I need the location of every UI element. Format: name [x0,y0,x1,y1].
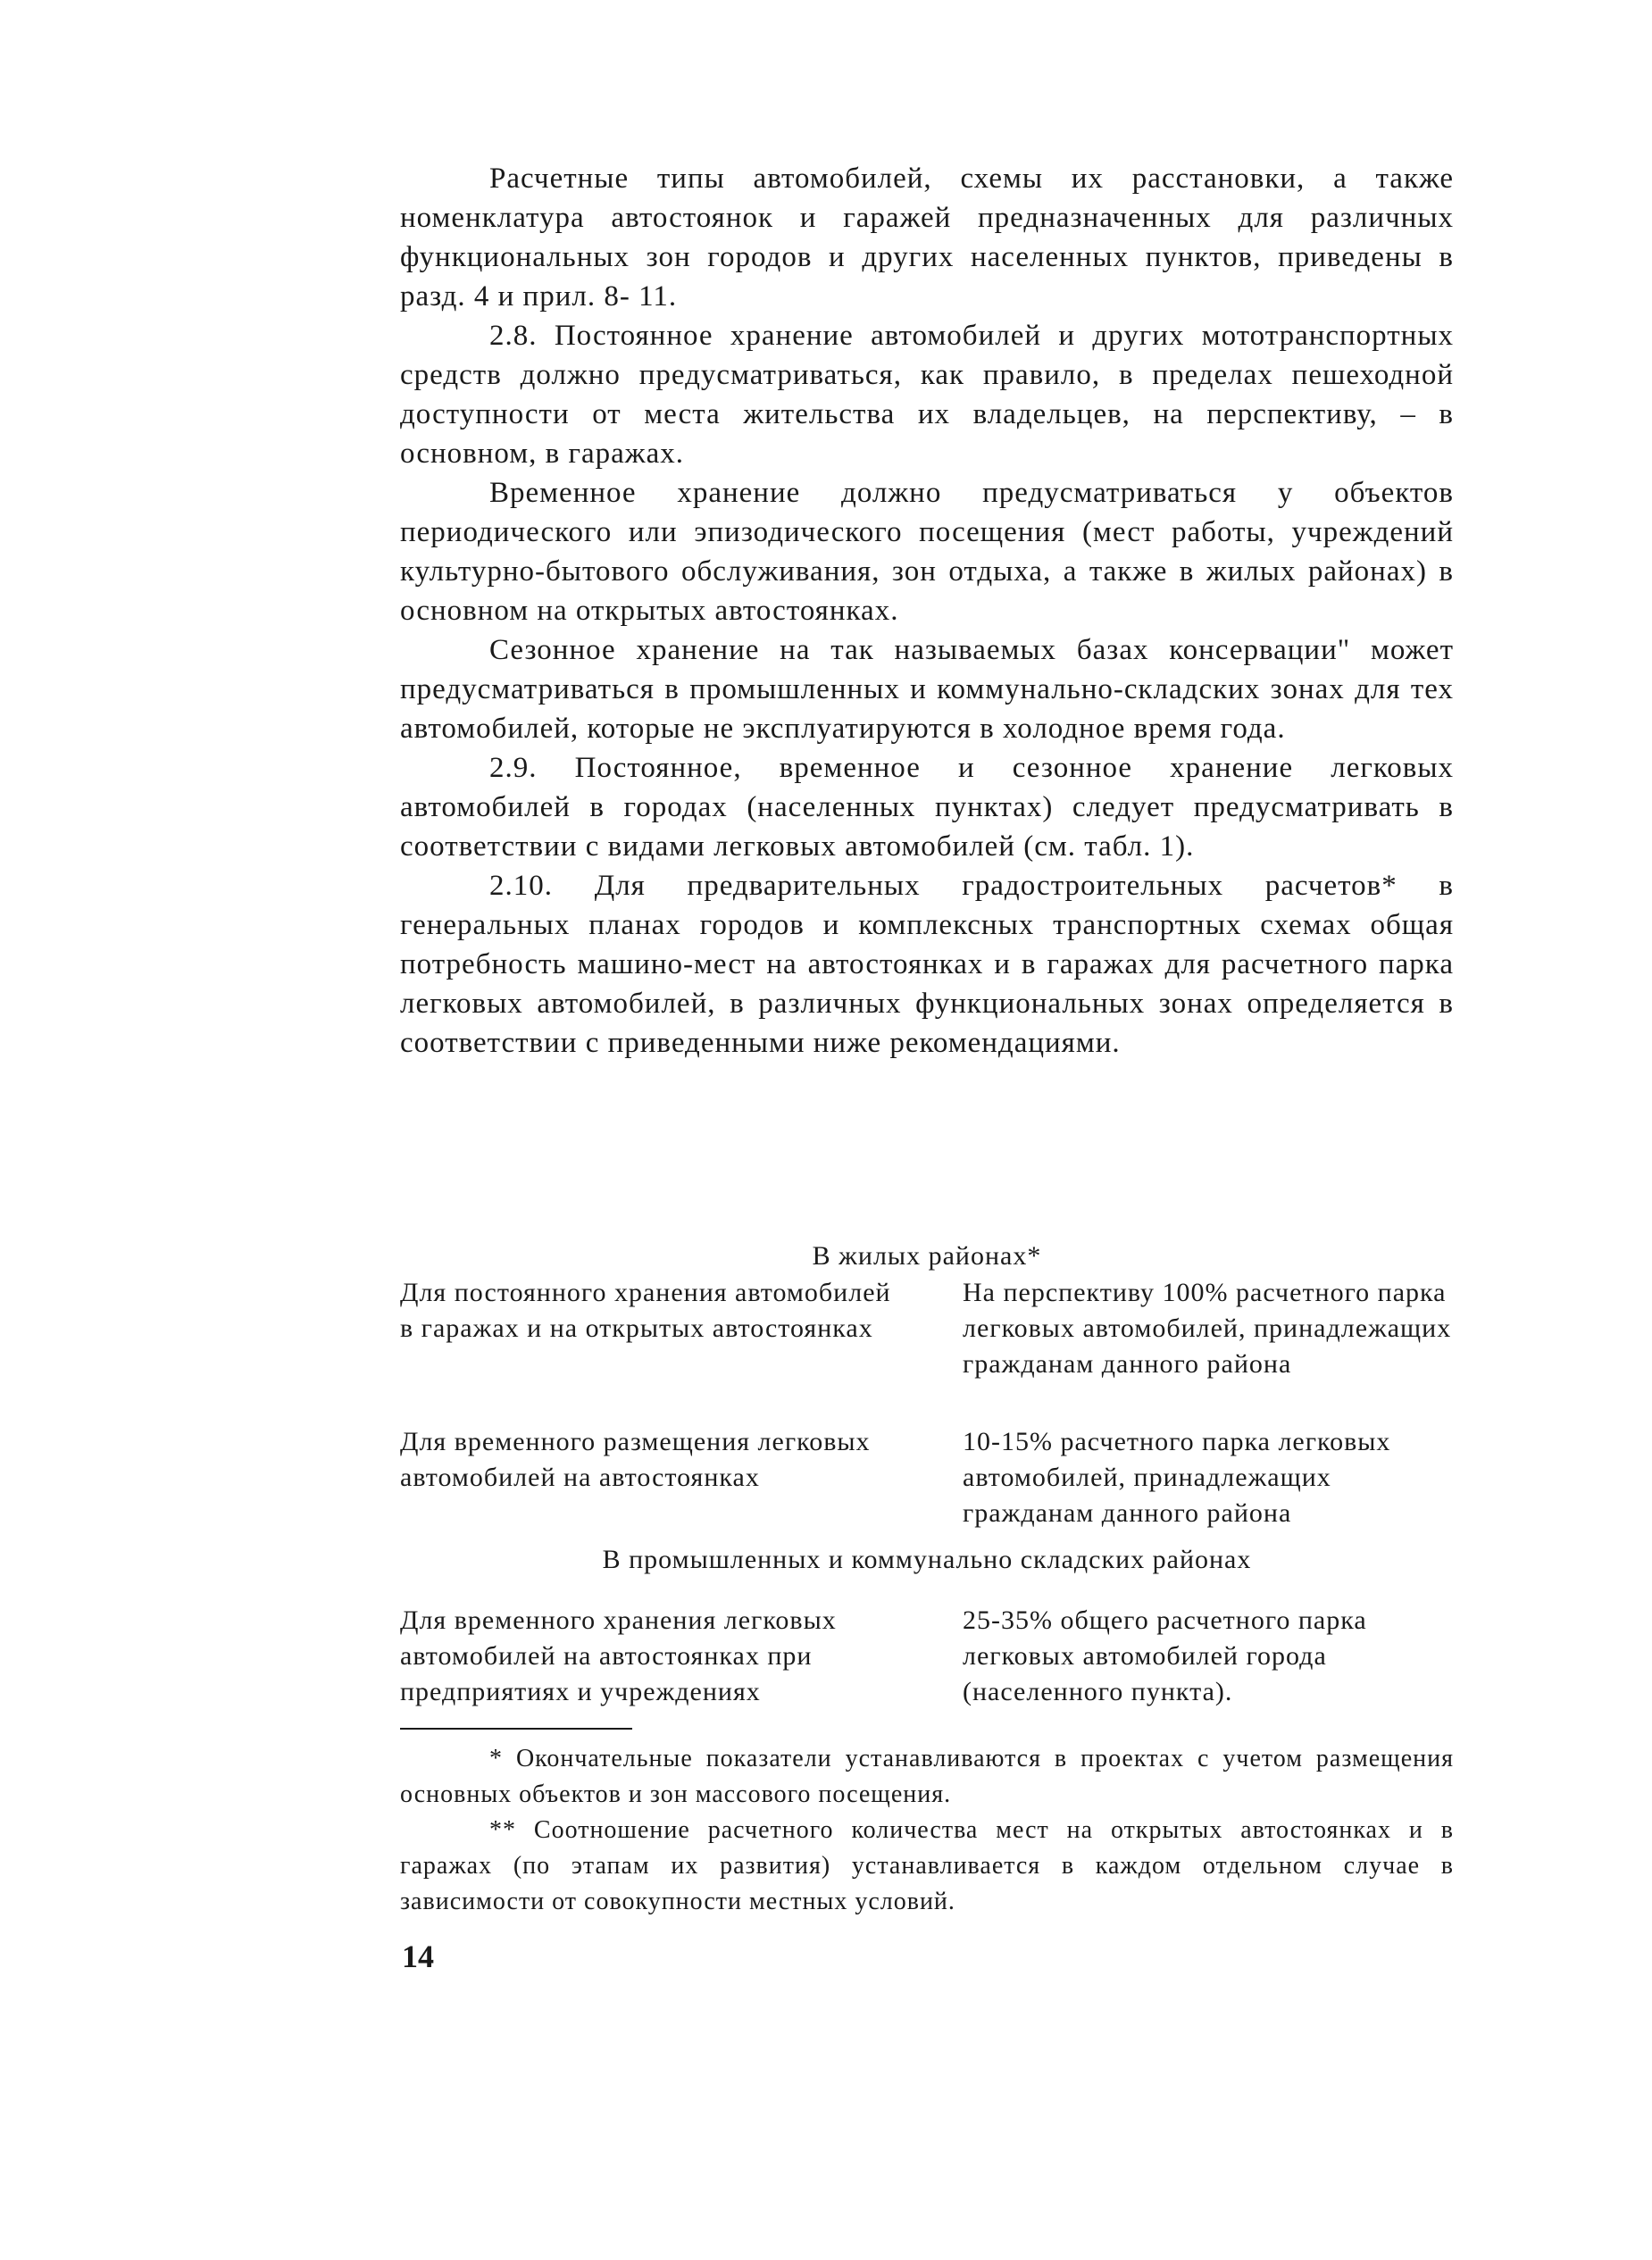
table-cell-right: 25-35% общего расчетного парка легковых автомобилей города (населенного пункта). [963,1605,1367,1706]
paragraph-calc-types: Расчетные типы автомобилей, схемы их расстановки, а также номенклатура автостоянок и гаражей предназначенных для различных функциональных зон городов и других населенных пунктов, приведены в разд. 4 и прил. 8- 11. [400,163,1454,313]
paragraph-2-9: 2.9. Постоянное, временное и сезонное хранение легковых автомобилей в городах (населенных пунктах) следует предусматривать в соответствии с видами легковых автомобилей (см. табл. 1). [400,752,1454,863]
table-row-industrial-temporary [400,1603,1454,1710]
paragraph-temporary-storage: Временное хранение должно предусматриваться у объектов периодического или эпизодического посещения (мест работы, учреждений культурно-бытового обслуживания, зон отдыха, а также в жилых районах) в основном на открытых автостоянках. [400,477,1454,627]
footnotes [400,1741,1454,1920]
footnote-1: * Окончательные показатели устанавливаются в проектах с учетом размещения основных объектов и зон массового посещения. [400,1745,1454,1808]
body-text [400,159,1454,1063]
table-row-residential-temporary [400,1424,1454,1531]
section-heading-industrial: В промышленных и коммунально складских районах [602,1545,1252,1574]
table-cell-left: Для временного размещения легковых автомобилей на автостоянках [400,1427,871,1492]
section-heading-residential: В жилых районах* [812,1241,1042,1271]
page-number: 14 [402,1939,434,1974]
table-cell-left: Для постоянного хранения автомобилей в гаражах и на открытых автостоянках [400,1278,891,1343]
table-row-residential-permanent [400,1275,1454,1382]
paragraph-seasonal-storage: Сезонное хранение на так называемых базах консервации" может предусматриваться в промышленных и коммунально-складских зонах для тех автомобилей, которые не эксплуатируются в холодное время года. [400,634,1454,745]
table-cell-right: 10-15% расчетного парка легковых автомобилей, принадлежащих гражданам данного района [963,1427,1391,1528]
paragraph-2-10: 2.10. Для предварительных градостроительных расчетов* в генеральных планах городов и комплексных транспортных схемах общая потребность машино-мест на автостоянках и в гаражах для расчетного парка легковых автомобилей, в различных функциональных зонах определяется в соответствии с приведенными ниже рекомендациями. [400,870,1454,1059]
footnote-divider [400,1728,632,1730]
table-cell-right: На перспективу 100% расчетного парка легковых автомобилей, принадлежащих гражданам данного района [963,1278,1452,1379]
footnote-2: ** Соотношение расчетного количества мест на открытых автостоянках и в гаражах (по этапам их развития) устанавливается в каждом отдельном случае в зависимости от совокупности местных условий. [400,1816,1454,1915]
table-cell-left: Для временного хранения легковых автомобилей на автостоянках при предприятиях и учреждениях [400,1605,837,1706]
paragraph-2-8: 2.8. Постоянное хранение автомобилей и других мототранспортных средств должно предусматриваться, как правило, в пределах пешеходной доступности от места жительства их владельцев, на перспективу, – в основном, в гаражах. [400,320,1454,470]
